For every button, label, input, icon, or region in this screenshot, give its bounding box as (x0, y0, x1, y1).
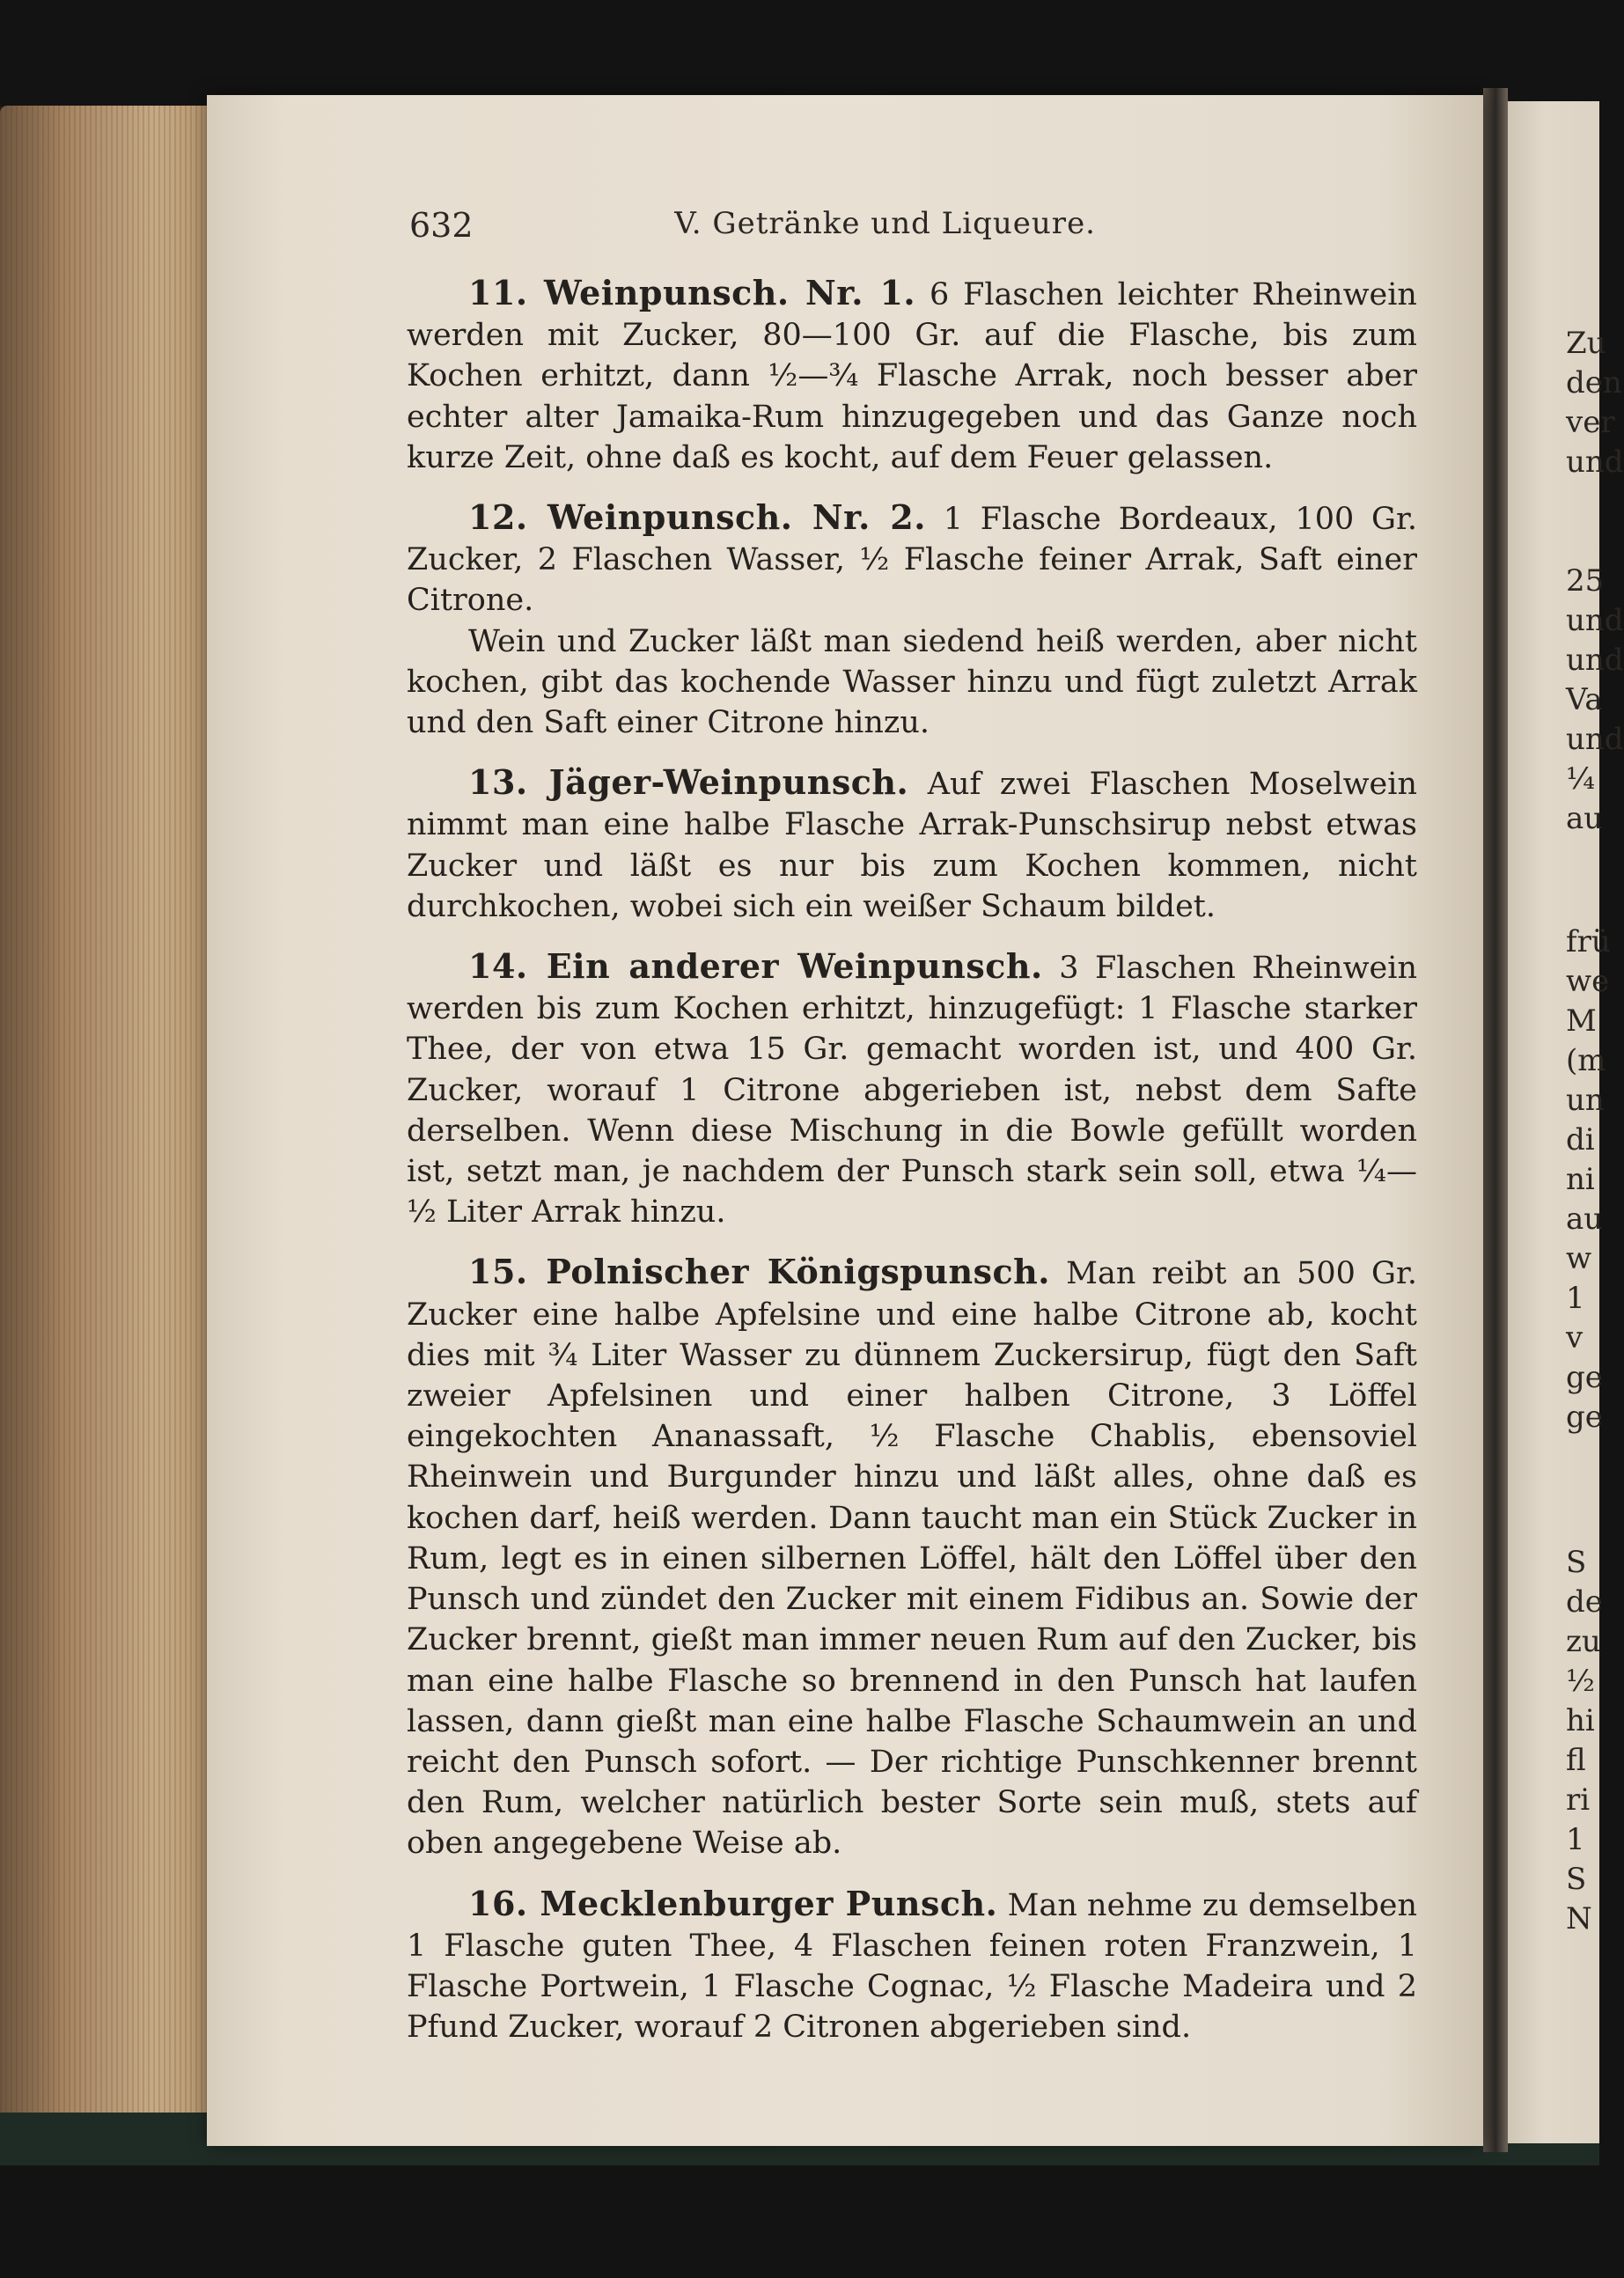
recipe-title: 12. Weinpunsch. Nr. 2. (468, 497, 926, 538)
facing-page-fragment: 1 (1566, 1281, 1585, 1316)
recipe-paragraph (407, 946, 1417, 1232)
facing-page-fragment: we (1566, 964, 1610, 999)
facing-page-fragment: au (1566, 1201, 1604, 1237)
facing-page-fragment: und (1566, 722, 1624, 757)
recipe-text: 6 Flaschen leichter Rheinwein werden mit Zucker, 80—100 Gr. auf die Flasche, bis zum Kochen erhitzt, dann ½—¾ Flasche Arrak, noch besser aber echter alter Jamaika-Rum hinzugegeben und das Ganze noch kurze Zeit, ohne daß es kocht, auf dem Feuer gelassen. (407, 277, 1417, 475)
facing-page-fragment: und (1566, 643, 1624, 678)
facing-page (1508, 101, 1624, 2143)
page-body (407, 273, 1417, 2067)
facing-page-fragment: ver (1566, 405, 1615, 440)
page-header (409, 206, 1096, 250)
facing-page-fragment: Zu (1566, 326, 1606, 361)
recipe-12 (407, 497, 1417, 743)
facing-page-fragment: un (1566, 1083, 1605, 1118)
facing-page-fragment: M (1566, 1003, 1597, 1039)
recipe-paragraph (407, 273, 1417, 478)
facing-page-fragment: ge (1566, 1400, 1603, 1435)
recipe-title: 14. Ein anderer Weinpunsch. (468, 946, 1043, 987)
recipe-title: 15. Polnischer Königspunsch. (468, 1252, 1051, 1292)
recipe-paragraph (407, 1252, 1417, 1863)
facing-page-fragment: 1 (1566, 1822, 1585, 1857)
running-head: V. Getränke und Liqueure. (674, 206, 1096, 241)
recipe-text: Auf zwei Flaschen Moselwein nimmt man eine halbe Flasche Arrak-Punschsirup nebst etwas Zucker und läßt es nur bis zum Kochen kommen, nicht durchkochen, wobei sich ein weißer Schaum bildet. (407, 767, 1418, 924)
recipe-title: 16. Mecklenburger Punsch. (468, 1883, 998, 1923)
recipe-paragraph: Wein und Zucker läßt man siedend heiß werden, aber nicht kochen, gibt das kochende Wasser hinzu und fügt zuletzt Arrak und den Saft einer Citrone hinzu. (407, 623, 1417, 741)
recipe-text: 3 Flaschen Rheinwein werden bis zum Kochen erhitzt, hinzugefügt: 1 Flasche starker Thee, der von etwa 15 Gr. gemacht worden ist, und 400 Gr. Zucker, worauf 1 Citrone abgerieben ist, nebst dem Safte derselben. Wenn diese Mischung in die Bowle gefüllt worden ist, setzt man, je nachdem der Punsch stark sein soll, etwa ¼—½ Liter Arrak hinzu. (407, 951, 1417, 1231)
facing-page-fragment: au (1566, 801, 1604, 836)
recipe-paragraph (407, 762, 1417, 927)
facing-page-fragment: di (1566, 1122, 1595, 1157)
facing-page-fragment: ri (1566, 1782, 1591, 1818)
recipe-title: 13. Jäger-Weinpunsch. (468, 762, 909, 803)
facing-page-fragment: Va (1566, 682, 1603, 717)
facing-page-fragment: N (1566, 1901, 1592, 1936)
recipe-text: Man reibt an 500 Gr. Zucker eine halbe Apfelsine und eine halbe Citrone ab, kocht dies mit ¾ Liter Wasser zu dünnem Zuckersirup, fügt den Saft zweier Apfelsinen und einer halben Citrone, 3 Löffel eingekochten Ananassaft, ½ Flasche Chablis, ebensoviel Rheinwein und Burgunder hinzu und läßt alles, ohne daß es kochen darf, heiß werden. Dann taucht man ein Stück Zucker in Rum, legt es in einen silbernen Löffel, hält den Löffel über den Punsch und zündet den Zucker mit einem Fidibus an. Sowie der Zucker brennt, gießt man immer neuen Rum auf den Zucker, bis man eine halbe Flasche so brennend in den Punsch hat laufen lassen, dann gießt man eine halbe Flasche Schaumwein an und reicht den Punsch sofort. — Der richtige Punschkenner brennt den Rum, welcher natürlich bester Sorte sein muß, stets auf oben angegebene Weise ab. (407, 1256, 1417, 1862)
recipe-13 (407, 762, 1417, 927)
recipe-11 (407, 273, 1417, 478)
recipe-14 (407, 946, 1417, 1232)
recipe-paragraph (407, 497, 1417, 621)
facing-page-fragment: den (1566, 365, 1622, 400)
facing-page-fragment: frü (1566, 924, 1611, 959)
recipe-title: 11. Weinpunsch. Nr. 1. (468, 273, 916, 312)
facing-page-fragment: ge (1566, 1360, 1603, 1395)
facing-page-fragment: und (1566, 445, 1624, 480)
facing-page-fragment: S (1566, 1545, 1587, 1580)
recipe-paragraph (407, 1884, 1417, 2048)
facing-page-fragment: und (1566, 603, 1624, 638)
facing-page-fragment: fl (1566, 1743, 1586, 1778)
facing-page-fragment: S (1566, 1862, 1587, 1897)
facing-page-fragment: (m (1566, 1043, 1606, 1078)
facing-page-fragment: de (1566, 1584, 1603, 1620)
facing-page-fragment: hi (1566, 1703, 1595, 1738)
recipe-text: 1 Flasche Bordeaux, 100 Gr. Zucker, 2 Flaschen Wasser, ½ Flasche feiner Arrak, Saft einer Citrone. (407, 502, 1417, 619)
book-gutter (1483, 88, 1508, 2152)
facing-page-fragment: zu (1566, 1624, 1601, 1659)
recipe-16 (407, 1884, 1417, 2048)
facing-page-fragment: v (1566, 1320, 1584, 1356)
page-number: 632 (409, 206, 474, 245)
facing-page-fragment: ni (1566, 1162, 1595, 1197)
facing-page-fragment: ½ (1566, 1664, 1595, 1699)
recipe-15 (407, 1252, 1417, 1863)
facing-page-fragment: 25 (1566, 563, 1605, 599)
facing-page-fragment: w (1566, 1241, 1592, 1276)
facing-page-fragment: ¼ (1566, 761, 1595, 797)
recipe-text: Man nehme zu demselben 1 Flasche guten Thee, 4 Flaschen feinen roten Franzwein, 1 Flasche Portwein, 1 Flasche Cognac, ½ Flasche Madeira und 2 Pfund Zucker, worauf 2 Citronen abgerieben sind. (407, 1887, 1417, 2046)
book-page-edges (0, 106, 220, 2130)
